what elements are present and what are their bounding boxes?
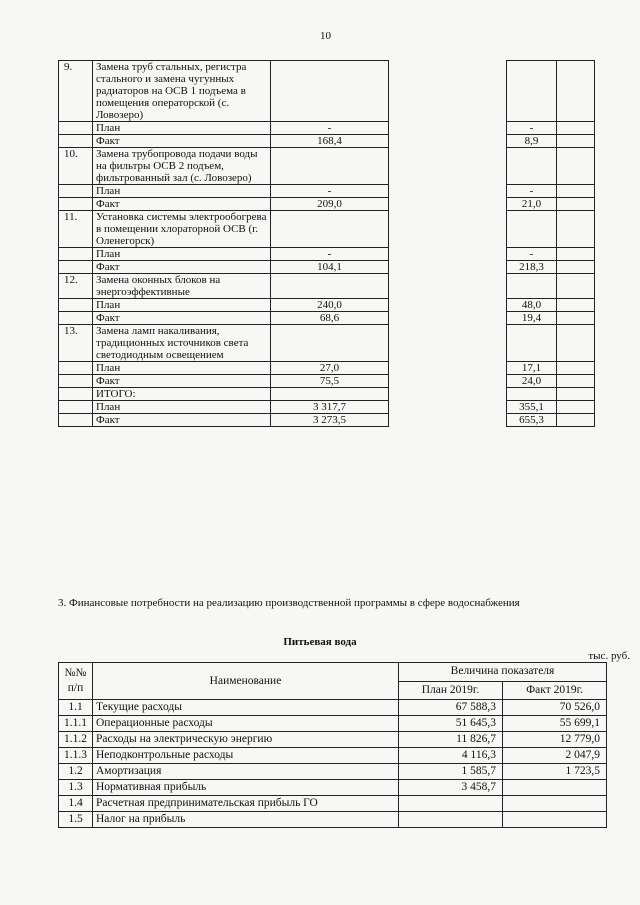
unit-label: тыс. руб.	[588, 650, 630, 662]
table-row	[59, 388, 595, 401]
row-num: 12.	[59, 274, 93, 299]
table-row	[59, 748, 607, 764]
table-row	[59, 732, 607, 748]
gap-cell	[389, 261, 507, 274]
row-name: Факт	[93, 414, 271, 427]
row-num: 1.4	[59, 796, 93, 812]
row-num	[59, 185, 93, 198]
row-value-2: -	[507, 185, 557, 198]
row-name: Нормативная прибыль	[93, 780, 399, 796]
row-name: План	[93, 185, 271, 198]
row-value-2: 655,3	[507, 414, 557, 427]
empty-cell	[557, 375, 595, 388]
row-value-2: 19,4	[507, 312, 557, 325]
row-value-1: 240,0	[271, 299, 389, 312]
row-num: 1.1.2	[59, 732, 93, 748]
row-name: Факт	[93, 375, 271, 388]
row-value-2: 355,1	[507, 401, 557, 414]
row-value-1	[271, 61, 389, 122]
header-num: №№ п/п	[59, 663, 93, 700]
gap-cell	[389, 325, 507, 362]
empty-cell	[557, 362, 595, 375]
row-name: План	[93, 299, 271, 312]
row-num	[59, 198, 93, 211]
table-row	[59, 61, 595, 122]
row-value-2	[507, 325, 557, 362]
table-row	[59, 375, 595, 388]
row-name: Расчетная предпринимательская прибыль ГО	[93, 796, 399, 812]
empty-cell	[557, 388, 595, 401]
table-row	[59, 122, 595, 135]
row-value-2: 21,0	[507, 198, 557, 211]
section-title: 3. Финансовые потребности на реализацию производственной программы в сфере водоснабжения	[58, 597, 520, 609]
gap-cell	[389, 135, 507, 148]
row-value-1: -	[271, 248, 389, 261]
row-plan: 51 645,3	[399, 716, 503, 732]
row-num: 1.1.3	[59, 748, 93, 764]
row-num	[59, 312, 93, 325]
table-row	[59, 312, 595, 325]
table-row	[59, 780, 607, 796]
row-name: План	[93, 401, 271, 414]
header-fact: Факт 2019г.	[503, 681, 607, 700]
gap-cell	[389, 122, 507, 135]
row-value-1: 3 317,7	[271, 401, 389, 414]
row-plan: 1 585,7	[399, 764, 503, 780]
table-row	[59, 185, 595, 198]
empty-cell	[557, 211, 595, 248]
row-fact	[503, 812, 607, 828]
table-row	[59, 325, 595, 362]
row-num	[59, 362, 93, 375]
empty-cell	[557, 61, 595, 122]
measures-table	[58, 60, 595, 427]
gap-cell	[389, 248, 507, 261]
row-name: Факт	[93, 261, 271, 274]
row-num	[59, 122, 93, 135]
row-num	[59, 135, 93, 148]
row-name: Замена оконных блоков на энергоэффективные	[93, 274, 271, 299]
row-name: Амортизация	[93, 764, 399, 780]
empty-cell	[557, 122, 595, 135]
row-name: Факт	[93, 312, 271, 325]
row-num	[59, 388, 93, 401]
row-name: План	[93, 122, 271, 135]
row-value-1: 3 273,5	[271, 414, 389, 427]
row-name: Неподконтрольные расходы	[93, 748, 399, 764]
table-row	[59, 148, 595, 185]
row-fact: 2 047,9	[503, 748, 607, 764]
row-name: Замена ламп накаливания, традиционных источников света светодиодным освещением	[93, 325, 271, 362]
row-num: 11.	[59, 211, 93, 248]
row-value-2: -	[507, 248, 557, 261]
row-num: 1.1	[59, 700, 93, 716]
gap-cell	[389, 388, 507, 401]
table-row	[59, 401, 595, 414]
row-num: 1.5	[59, 812, 93, 828]
row-value-2	[507, 274, 557, 299]
row-value-1: 27,0	[271, 362, 389, 375]
table-row	[59, 414, 595, 427]
row-name: Установка системы электрообогрева в помещении хлораторной ОСВ (г. Оленегорск)	[93, 211, 271, 248]
row-plan	[399, 796, 503, 812]
row-value-1: 104,1	[271, 261, 389, 274]
empty-cell	[557, 274, 595, 299]
page-number: 10	[320, 30, 331, 42]
gap-cell	[389, 375, 507, 388]
row-value-1	[271, 148, 389, 185]
gap-cell	[389, 185, 507, 198]
empty-cell	[557, 401, 595, 414]
row-num	[59, 401, 93, 414]
row-value-1: 168,4	[271, 135, 389, 148]
row-plan: 11 826,7	[399, 732, 503, 748]
table-row	[59, 764, 607, 780]
header-plan: План 2019г.	[399, 681, 503, 700]
row-value-2: 24,0	[507, 375, 557, 388]
header-name: Наименование	[93, 663, 399, 700]
row-value-1: 68,6	[271, 312, 389, 325]
subtitle: Питьевая вода	[283, 636, 357, 648]
table-row	[59, 248, 595, 261]
row-value-2: 17,1	[507, 362, 557, 375]
row-num	[59, 299, 93, 312]
table-row	[59, 274, 595, 299]
empty-cell	[557, 185, 595, 198]
row-plan: 4 116,3	[399, 748, 503, 764]
row-plan: 3 458,7	[399, 780, 503, 796]
table-row	[59, 812, 607, 828]
row-value-2	[507, 148, 557, 185]
row-num	[59, 248, 93, 261]
row-value-2: -	[507, 122, 557, 135]
empty-cell	[557, 414, 595, 427]
empty-cell	[557, 198, 595, 211]
row-fact: 12 779,0	[503, 732, 607, 748]
row-value-2	[507, 388, 557, 401]
row-name: Факт	[93, 135, 271, 148]
gap-cell	[389, 362, 507, 375]
table-row	[59, 211, 595, 248]
gap-cell	[389, 61, 507, 122]
row-num: 13.	[59, 325, 93, 362]
row-name: Замена трубопровода подачи воды на фильтры ОСВ 2 подъем, фильтрованный зал (с. Ловозеро)	[93, 148, 271, 185]
row-num	[59, 414, 93, 427]
gap-cell	[389, 211, 507, 248]
table-row	[59, 198, 595, 211]
row-num	[59, 375, 93, 388]
row-value-2	[507, 61, 557, 122]
row-name: Текущие расходы	[93, 700, 399, 716]
table-row	[59, 261, 595, 274]
row-fact	[503, 780, 607, 796]
header-group: Величина показателя	[399, 663, 607, 682]
financial-table	[58, 662, 607, 828]
row-num: 1.3	[59, 780, 93, 796]
gap-cell	[389, 274, 507, 299]
empty-cell	[557, 312, 595, 325]
empty-cell	[557, 325, 595, 362]
row-value-2: 218,3	[507, 261, 557, 274]
row-value-1: -	[271, 122, 389, 135]
gap-cell	[389, 414, 507, 427]
row-value-1: 75,5	[271, 375, 389, 388]
row-value-1	[271, 325, 389, 362]
row-value-2: 8,9	[507, 135, 557, 148]
row-plan: 67 588,3	[399, 700, 503, 716]
row-fact	[503, 796, 607, 812]
row-name: Операционные расходы	[93, 716, 399, 732]
empty-cell	[557, 261, 595, 274]
row-num: 10.	[59, 148, 93, 185]
row-num	[59, 261, 93, 274]
row-plan	[399, 812, 503, 828]
table-row	[59, 299, 595, 312]
row-value-1	[271, 388, 389, 401]
gap-cell	[389, 148, 507, 185]
empty-cell	[557, 248, 595, 261]
gap-cell	[389, 312, 507, 325]
table-row	[59, 796, 607, 812]
gap-cell	[389, 299, 507, 312]
row-name: План	[93, 362, 271, 375]
row-num: 1.1.1	[59, 716, 93, 732]
row-name: Расходы на электрическую энергию	[93, 732, 399, 748]
row-name: Замена труб стальных, регистра стального и замена чугунных радиаторов на ОСВ 1 подъема в помещения операторской (с. Ловозеро)	[93, 61, 271, 122]
empty-cell	[557, 299, 595, 312]
row-name: План	[93, 248, 271, 261]
table-row	[59, 700, 607, 716]
row-fact: 1 723,5	[503, 764, 607, 780]
row-value-1: -	[271, 185, 389, 198]
row-value-2	[507, 211, 557, 248]
row-num: 9.	[59, 61, 93, 122]
row-value-1	[271, 211, 389, 248]
empty-cell	[557, 148, 595, 185]
table-row	[59, 362, 595, 375]
row-name: ИТОГО:	[93, 388, 271, 401]
table-row	[59, 135, 595, 148]
empty-cell	[557, 135, 595, 148]
row-fact: 55 699,1	[503, 716, 607, 732]
gap-cell	[389, 401, 507, 414]
row-value-1	[271, 274, 389, 299]
gap-cell	[389, 198, 507, 211]
row-name: Налог на прибыль	[93, 812, 399, 828]
row-num: 1.2	[59, 764, 93, 780]
row-value-2: 48,0	[507, 299, 557, 312]
row-name: Факт	[93, 198, 271, 211]
table-row	[59, 716, 607, 732]
row-fact: 70 526,0	[503, 700, 607, 716]
row-value-1: 209,0	[271, 198, 389, 211]
